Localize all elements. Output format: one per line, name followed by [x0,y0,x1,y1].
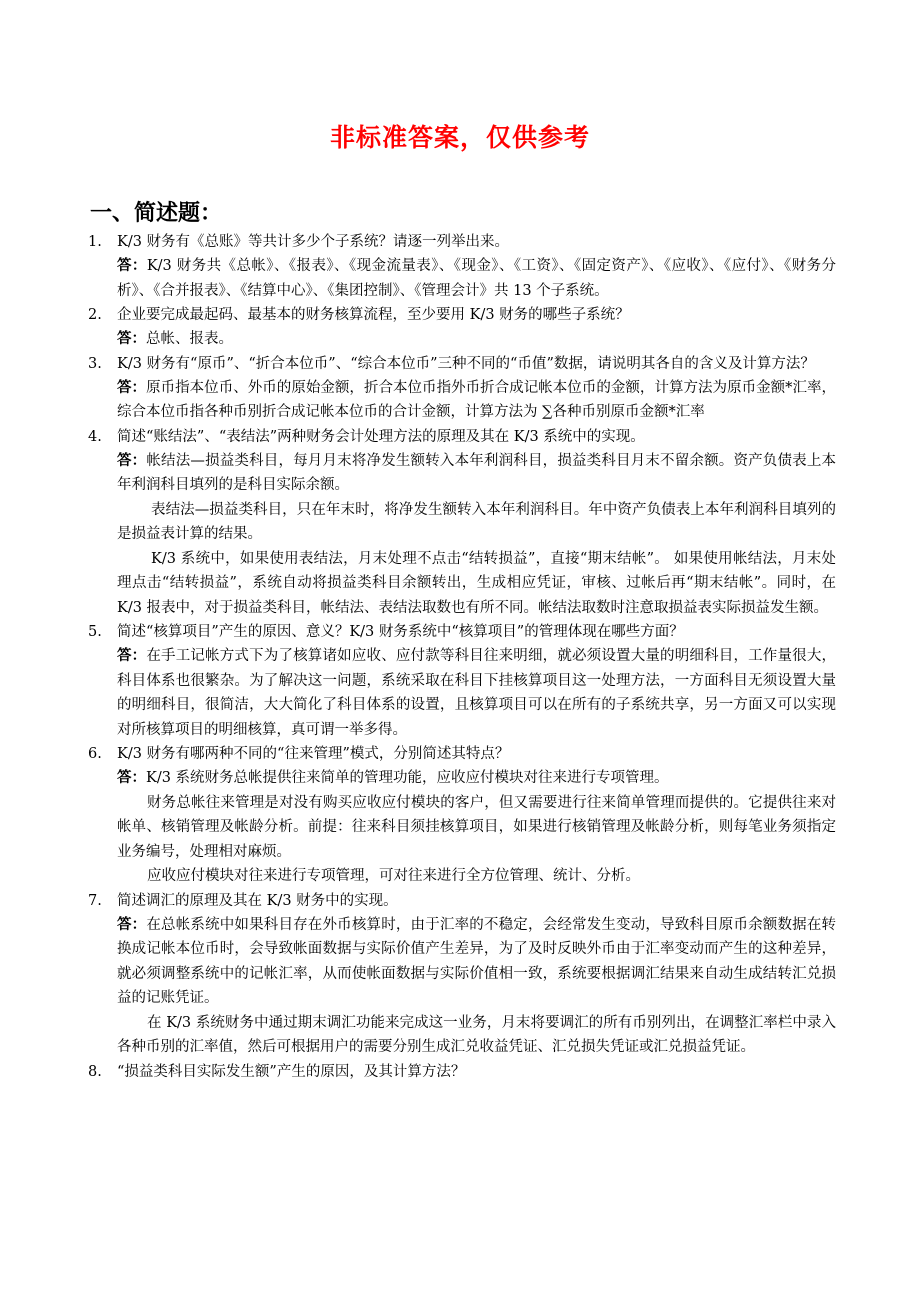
answer-paragraph: 财务总帐往来管理是对没有购买应收应付模块的客户，但又需要进行往来简单管理而提供的。它提供往来对帐单、核销管理及帐龄分析。前提：往来科目须挂核算项目，如果进行核销管理及帐龄分析，则每笔业务须指定业务编号，处理相对麻烦。 [117,794,836,860]
question-number: 2. [88,307,102,323]
answer-text: 原币指本位币、外币的原始金额，折合本位币指外币折合成记帐本位币的金额，计算方法为原币金额*汇率，综合本位币指各种币别折合成记帐本位币的合计金额，计算方法为 ∑各种币别原币金额*汇率 [117,379,837,420]
question-text: 简述调汇的原理及其在 K/3 财务中的实现。 [117,892,398,909]
answer-block [0,254,920,303]
answer-label: 答： [117,257,147,274]
question-text: 简述“账结法”、“表结法”两种财务会计处理方法的原理及其在 K/3 系统中的实现。 [117,428,645,445]
answer-text: 在手工记帐方式下为了核算诸如应收、应付款等科目往来明细，就必须设置大量的明细科目，工作量很大，科目体系也很繁杂。为了解决这一问题，系统采取在科目下挂核算项目这一处理方法，一方面科目无须设置大量的明细科目，很简洁，大大简化了科目体系的设置，且核算项目可以在所有的子系统共享，另一方面又可以实现对所核算项目的明细核算，真可谓一举多得。 [117,648,837,738]
question-number: 4. [88,428,102,445]
answer-label: 答： [117,915,147,933]
answer-text: 总帐、报表。 [146,331,233,347]
answer-paragraph: 表结法—损益类科目，只在年末时，将净发生额转入本年利润科目。年中资产负债表上本年利润科目填列的是损益表计算的结果。 [117,501,836,542]
question-item [0,889,920,913]
question-item [0,425,920,449]
question-text: K/3 财务有《总账》等共计多少个子系统？请逐一列举出来。 [117,234,510,250]
answer-paragraph: 在 K/3 系统财务中通过期末调汇功能来完成这一业务，月末将要调汇的所有币别列出，在调整汇率栏中录入各种币别的汇率值，然后可根据用户的需要分别生成汇兑收益凭证、汇兑损失凭证或汇兑损益凭证。 [117,1014,836,1055]
answer-paragraph: K/3 系统中，如果使用表结法，月末处理不点击“结转损益”，直接“期末结帐”。 如果使用帐结法，月末处理点击“结转损益”，系统自动将损益类科目余额转出，生成相应凭证，审核、过帐后再“期末结帐”。同时，在 K/3 报表中，对于损益类科目，帐结法、表结法取数也有所不同。帐结法取数时注意取损益表实际损益发生额。 [117,550,836,616]
question-text: 企业要完成最起码、最基本的财务核算流程，至少要用 K/3 财务的哪些子系统？ [117,307,630,323]
question-number: 1. [88,234,102,250]
answer-text: K/3 系统财务总帐提供往来简单的管理功能，应收应付模块对往来进行专项管理。 [146,770,669,786]
answer-label: 答： [117,451,147,469]
question-number: 6. [88,746,102,762]
question-number: 5. [88,624,102,640]
answer-text: 在总帐系统中如果科目存在外币核算时，由于汇率的不稳定，会经常发生变动，导致科目原币余额数据在转换成记帐本位币时，会导致帐面数据与实际价值产生差异，为了及时反映外币由于汇率变动而产生的这种差异，就必须调整系统中的记帐汇率，从而使帐面数据与实际价值相一致，系统要根据调汇结果来自动生成结转汇兑损益的记账凭证。 [117,916,837,1006]
question-item [0,303,920,327]
answer-label: 答： [117,769,146,786]
question-item [0,1060,920,1084]
question-number: 7. [88,892,102,909]
answer-text: 帐结法—损益类科目，每月月末将净发生额转入本年利润科目，损益类科目月末不留余额。资产负债表上本年利润科目填列的是科目实际余额。 [117,452,837,493]
page-title: 非标准答案，仅供参考 [329,123,590,152]
answer-label: 答： [117,330,146,347]
question-text: K/3 财务有“原币”、“折合本位币”、“综合本位币”三种不同的“币值”数据，请说明其各自的含义及计算方法？ [117,355,815,372]
question-item [0,620,920,644]
question-item [0,230,920,254]
answer-label: 答： [117,378,147,396]
question-text: “损益类科目实际发生额”产生的原因，及其计算方法？ [117,1063,466,1080]
answer-block [0,449,920,498]
answer-block [0,913,920,1011]
section-heading: 一、简述题： [90,201,223,226]
answer-label: 答： [117,647,147,664]
answer-block [0,766,920,791]
question-text: 简述“核算项目”产生的原因、意义？K/3 财务系统中“核算项目”的管理体现在哪些方面？ [117,624,684,640]
answer-block [0,327,920,352]
question-text: K/3 财务有哪两种不同的“往来管理”模式，分别简述其特点？ [117,746,510,762]
answer-block [0,376,920,425]
question-item [0,352,920,376]
answer-block [0,644,920,742]
question-list [0,230,920,1084]
answer-text: K/3 财务共《总帐》、《报表》、《现金流量表》、《现金》、《工资》、《固定资产》、《应收》、《应付》、《财务分析》、《合并报表》、《结算中心》、《集团控制》、《管理会计》共 13 个子系统。 [117,258,836,299]
question-item [0,742,920,766]
answer-paragraph: 应收应付模块对往来进行专项管理，可对往来进行全方位管理、统计、分析。 [147,868,640,884]
question-number: 3. [88,355,102,372]
question-number: 8. [88,1063,102,1080]
